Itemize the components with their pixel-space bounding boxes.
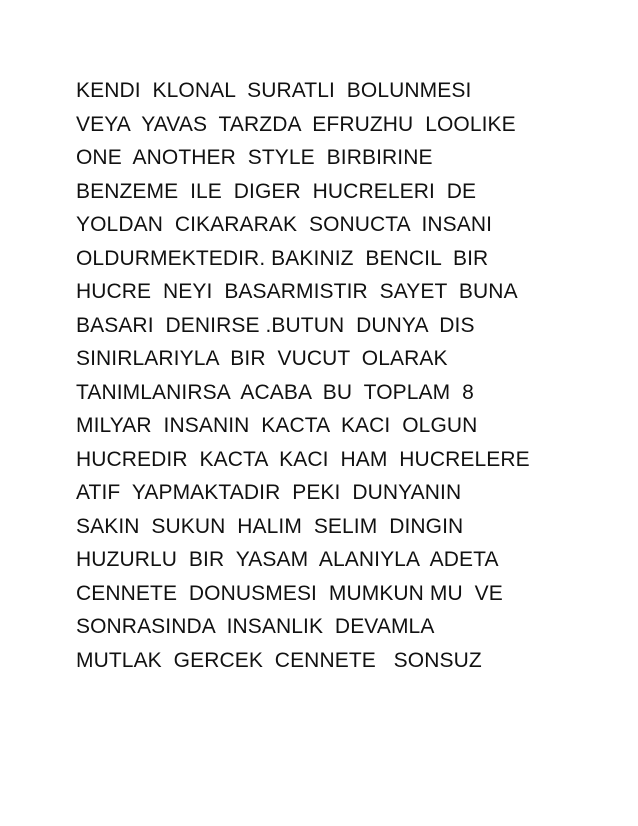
text-line: SAKIN SUKUN HALIM SELIM DINGIN (76, 514, 464, 538)
text-line: YOLDAN CIKARARAK SONUCTA INSANI (76, 213, 493, 236)
text-line: CENNETE DONUSMESI MUMKUN MU VE (76, 581, 503, 605)
text-line: KENDI KLONAL SURATLI BOLUNMESI (76, 79, 472, 102)
text-line: ONE ANOTHER STYLE BIRBIRINE (76, 146, 433, 169)
text-line: MILYAR INSANIN KACTA KACI OLGUN (76, 414, 478, 437)
text-line: ATIF YAPMAKTADIR PEKI DUNYANIN (76, 481, 462, 504)
text-line: BENZEME ILE DIGER HUCRELERI DE (76, 179, 477, 203)
text-line: HUZURLU BIR YASAM ALANIYLA ADETA (76, 548, 499, 571)
text-line: SINIRLARIYLA BIR VUCUT OLARAK (76, 347, 448, 370)
text-line: HUCRE NEYI BASARMISTIR SAYET BUNA (76, 280, 518, 303)
text-line: TANIMLANIRSA ACABA BU TOPLAM 8 (76, 380, 474, 404)
body-text (76, 74, 616, 677)
text-line: MUTLAK GERCEK CENNETE SONSUZ (76, 648, 482, 672)
text-line: BASARI DENIRSE .BUTUN DUNYA DIS (76, 313, 475, 337)
text-line: SONRASINDA INSANLIK DEVAMLA (76, 615, 435, 638)
text-line: OLDURMEKTEDIR. BAKINIZ BENCIL BIR (76, 246, 489, 270)
text-line: VEYA YAVAS TARZDA EFRUZHU LOOLIKE (76, 112, 516, 136)
text-line: HUCREDIR KACTA KACI HAM HUCRELERE (76, 447, 530, 471)
